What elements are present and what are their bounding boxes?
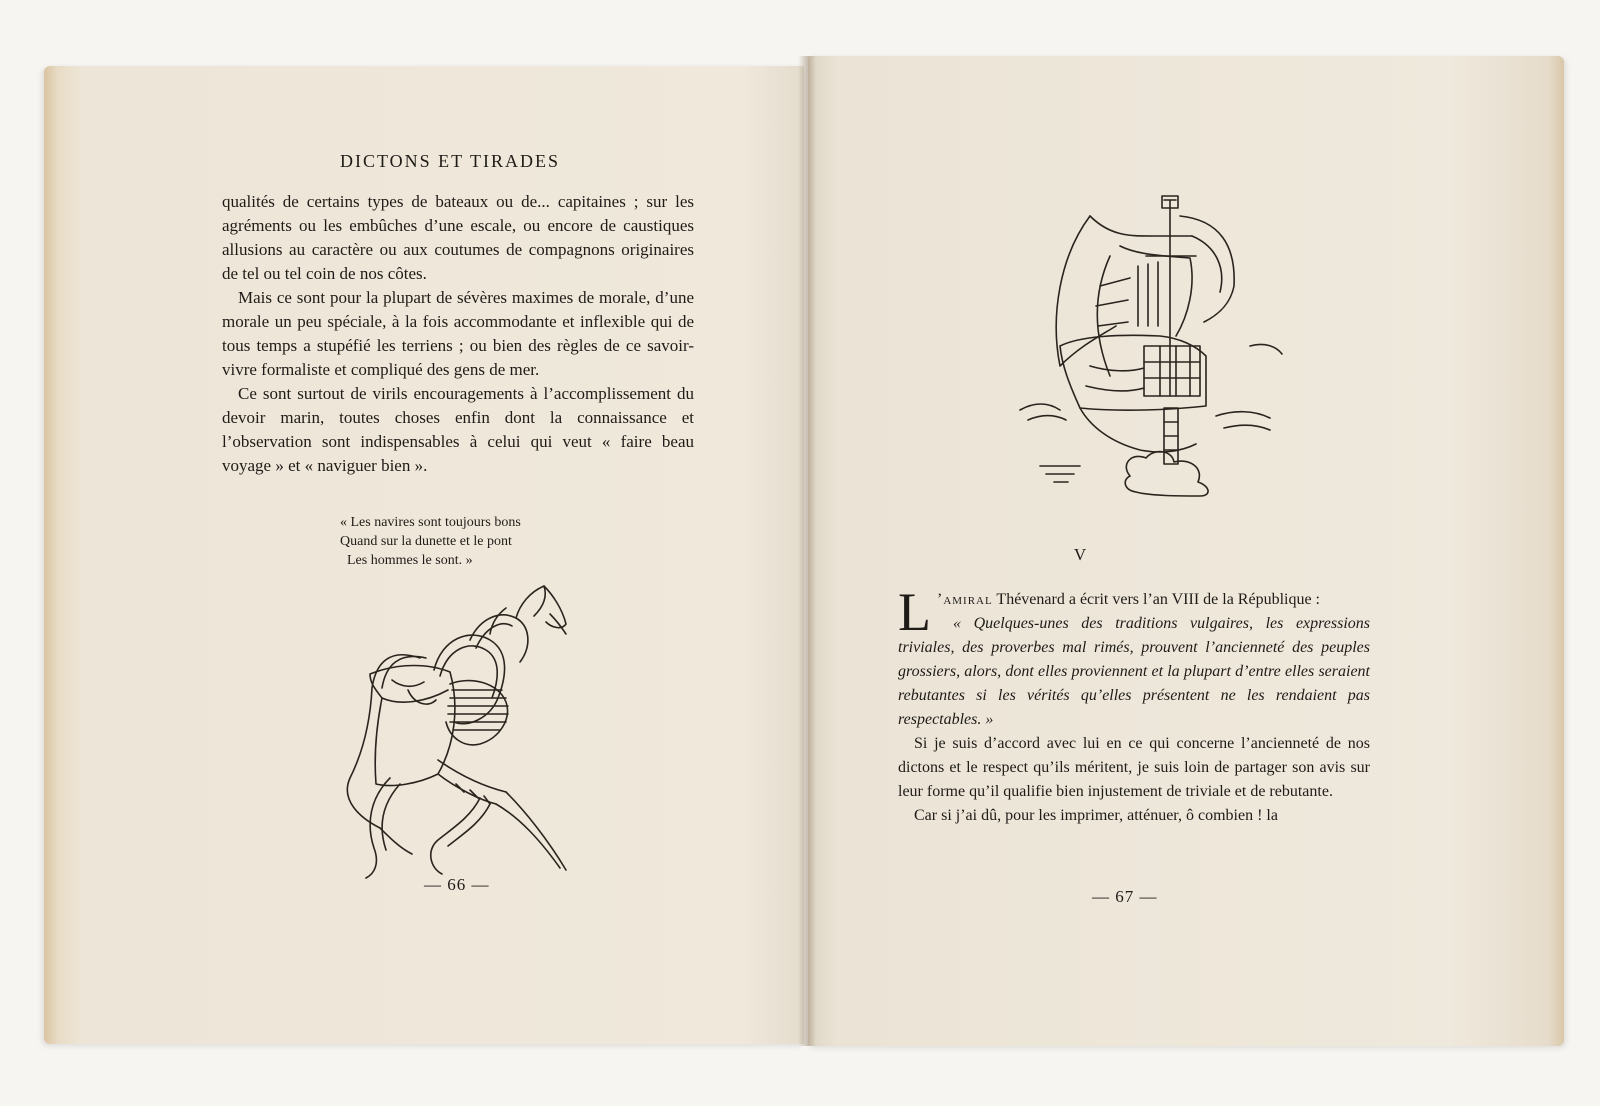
opening-line: Thévenard a écrit vers l’an VIII de la République : xyxy=(992,591,1320,608)
book-gutter xyxy=(798,56,816,1046)
left-page-text xyxy=(222,190,694,478)
opening-paragraph xyxy=(898,582,1370,642)
paragraph: Car si j’ai dû, pour les imprimer, atténuer, ô combien ! la xyxy=(914,807,1278,824)
paragraph: Si je suis d’accord avec lui en ce qui concerne l’ancienneté de nos dictons et le respect qu’ils méritent, je suis loin de partager son avis sur leur forme qu’il qualifie bien injustement de triviale et de rebutante. xyxy=(898,735,1370,800)
paragraph: Mais ce sont pour la plupart de sévères maximes de morale, d’une morale un peu spéciale, à la fois accommodante et inflexible qui de tous temps a stupéfié les terriens ; ou bien des règles de ce savoir-vivre formaliste et compliqué des gens de mer. xyxy=(222,288,694,379)
paragraph: qualités de certains types de bateaux ou de... capitaines ; sur les agréments ou les embûches d’une escale, ou encore de caustiques allusions au caractère ou aux coutumes de compagnons originaires de tel ou tel coin de nos côtes. xyxy=(222,192,694,283)
verse-quote: « Les navires sont toujours bons Quand sur la dunette et le pont Les hommes le sont. » xyxy=(340,515,521,568)
running-head: DICTONS ET TIRADES xyxy=(339,151,561,171)
paragraph: Ce sont surtout de virils encouragements à l’accomplissement du devoir marin, toutes choses enfin dont la connaissance et l’observation sont indispensables à celui qui veut « faire beau voyage » et « naviguer bien ». xyxy=(222,384,694,475)
chapter-number: V xyxy=(1073,545,1087,564)
ray-and-rope-illustration xyxy=(330,578,590,878)
right-page-text xyxy=(898,582,1370,828)
quotation: « Quelques-unes des traditions vulgaires, les expressions triviales, des proverbes mal rimés, prouvent l’ancienneté des peuples grossiers, alors, dont elles proviennent et la plupart d’entre elles seraient rebutantes si les vérités qu’elles présentent ne les rendaient pas respectables. » xyxy=(898,615,1370,728)
lead-word: ’amiral xyxy=(937,591,993,608)
page-number-right: — 67 — xyxy=(1092,887,1158,906)
drop-cap: L xyxy=(898,582,931,642)
page-number-left: — 66 — xyxy=(424,875,490,894)
sailing-ship-illustration xyxy=(1020,196,1300,496)
